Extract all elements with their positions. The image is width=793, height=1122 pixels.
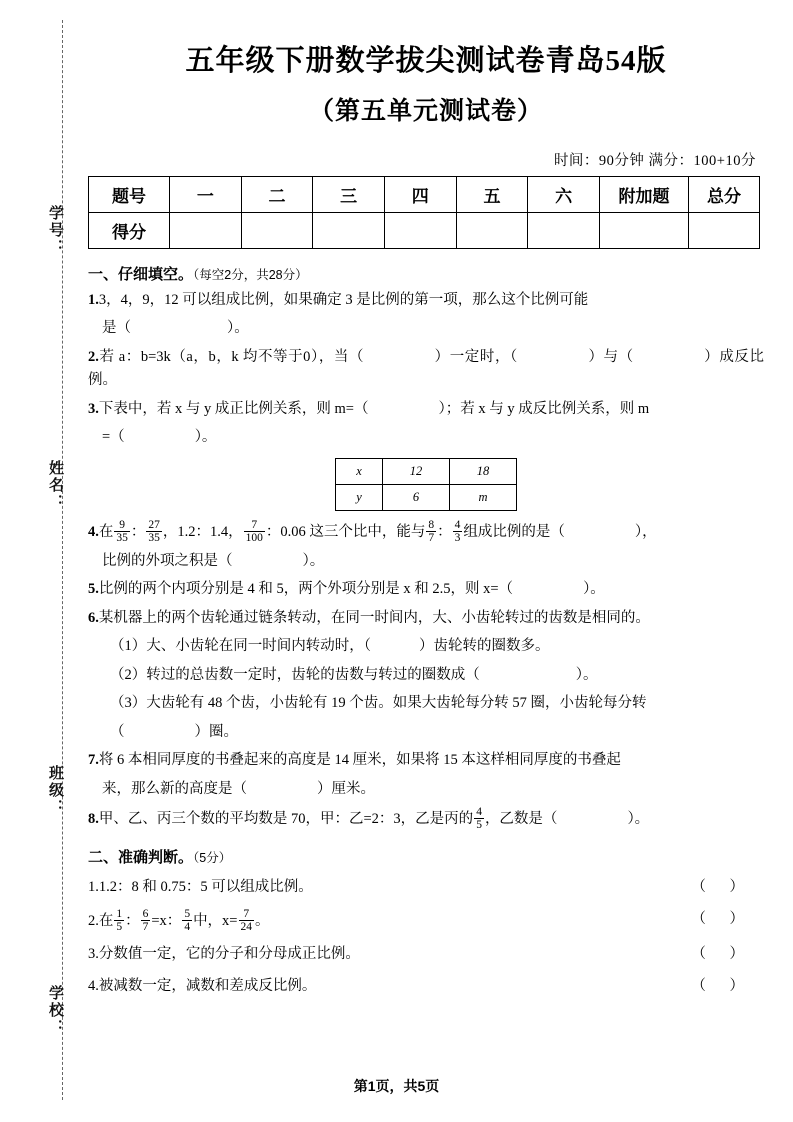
question-2-text-a: 若 a：b=3k（a，b，k 均不等于0），当（ bbox=[98, 348, 365, 365]
judge-2-answer-box[interactable]: （ ） bbox=[691, 911, 754, 928]
question-6-sub-2-a: （2）转过的总齿数一定时，齿轮的齿数与转过的圈数成（ bbox=[110, 666, 480, 683]
judge-4-answer-box[interactable]: （ ） bbox=[691, 978, 754, 995]
score-cell-4[interactable] bbox=[384, 213, 456, 249]
question-4-number: 4. bbox=[88, 524, 99, 541]
question-6-sub-1-b: ）齿轮转的圈数多。 bbox=[419, 638, 550, 655]
judge-3-text: 分数值一定，它的分子和分母成正比例。 bbox=[98, 945, 360, 962]
judge-2-number: 2. bbox=[88, 913, 99, 930]
fraction-5-4: $\frac{5}{4}$ bbox=[184, 908, 191, 934]
score-cell-2[interactable] bbox=[241, 213, 313, 249]
question-5-text-a: 比例的两个内项分别是 4 和 5，两个外项分别是 x 和 2.5，则 x=（ bbox=[98, 581, 514, 598]
question-4-tail: ：0.06 这三个比中，能与 bbox=[265, 524, 426, 541]
score-col-2: 二 bbox=[241, 177, 313, 213]
table-row-header bbox=[89, 177, 760, 213]
question-6-sub-3-a: （3）大齿轮有 48 个齿，小齿轮有 19 个齿。如果大齿轮每分转 57 圈，小齿轮每分转 bbox=[110, 695, 647, 712]
judge-2-mid1: ： bbox=[125, 913, 140, 930]
fraction-7-24: $\frac{7}{24}$ bbox=[240, 908, 252, 934]
score-cell-extra[interactable] bbox=[600, 213, 689, 249]
question-1-line2 bbox=[102, 317, 764, 340]
question-5 bbox=[88, 578, 764, 601]
question-8-text-b: ，乙数是（ bbox=[484, 811, 558, 828]
score-cell-6[interactable] bbox=[528, 213, 600, 249]
question-2-text-d: ）成反比例。 bbox=[88, 348, 764, 389]
question-3-text-c: =（ bbox=[102, 429, 125, 446]
table-row-score bbox=[89, 213, 760, 249]
question-6-sub-2 bbox=[110, 664, 764, 687]
table-row bbox=[336, 458, 517, 484]
fraction-8-7: $\frac{8}{7}$ bbox=[428, 518, 435, 545]
score-col-1: 一 bbox=[170, 177, 242, 213]
judge-question-3 bbox=[88, 943, 764, 966]
question-6-sub-1 bbox=[110, 635, 764, 658]
xy-value-table bbox=[335, 458, 517, 511]
score-cell-1[interactable] bbox=[170, 213, 242, 249]
question-2-text-b: ）一定时，（ bbox=[434, 348, 518, 365]
judge-3-number: 3. bbox=[88, 945, 99, 962]
score-table-row-label-2: 得分 bbox=[89, 213, 170, 249]
section-heading-fill bbox=[88, 263, 764, 284]
side-label-school: 学校： bbox=[47, 985, 64, 1036]
score-table bbox=[88, 176, 760, 249]
section-1-title: 一、仔细填空。 bbox=[88, 266, 194, 283]
question-3-number: 3. bbox=[88, 400, 99, 417]
question-2 bbox=[88, 346, 764, 393]
side-label-group bbox=[40, 30, 66, 1090]
section-heading-judge bbox=[88, 846, 764, 867]
score-col-6: 六 bbox=[528, 177, 600, 213]
judge-1-text: 1.2：8 和 0.75：5 可以组成比例。 bbox=[98, 878, 313, 895]
judge-1-number: 1. bbox=[88, 878, 99, 895]
question-6-sub-3-c: ）圈。 bbox=[194, 723, 238, 740]
question-7-number: 7. bbox=[88, 752, 99, 769]
score-col-total: 总分 bbox=[689, 177, 760, 213]
question-6-sub-3 bbox=[110, 692, 764, 715]
question-8 bbox=[88, 806, 764, 832]
judge-2-pre: 在 bbox=[98, 913, 114, 930]
xy-cell-y-2: m bbox=[450, 484, 517, 510]
score-col-3: 三 bbox=[313, 177, 385, 213]
question-1-text: 3，4，9，12 可以组成比例，如果确定 3 是比例的第一项，那么这个比例可能 bbox=[98, 292, 589, 308]
xy-cell-x-2: 18 bbox=[450, 458, 517, 484]
side-label-class: 班级： bbox=[47, 765, 64, 816]
question-6-sub-1-a: （1）大、小齿轮在同一时间内转动时，（ bbox=[110, 638, 371, 655]
xy-cell-x-label: x bbox=[336, 458, 383, 484]
page-footer: 第1页，共5页 bbox=[353, 1078, 440, 1094]
question-1-text-b: 是（ bbox=[102, 320, 131, 337]
question-6-sub-2-b: ）。 bbox=[575, 666, 598, 683]
question-4-mid: ，1.2：1.4， bbox=[162, 524, 243, 541]
question-6-sub-3-line2 bbox=[110, 721, 764, 744]
fraction-9-35: $\frac{9}{35}$ bbox=[116, 518, 128, 545]
judge-question-2 bbox=[88, 908, 764, 934]
judge-question-4 bbox=[88, 975, 764, 998]
section-2-title: 二、准确判断。 bbox=[88, 848, 194, 866]
question-4-tail2: 组成比例的是（ bbox=[463, 524, 565, 541]
judge-3-answer-box[interactable]: （ ） bbox=[691, 945, 754, 962]
question-1 bbox=[88, 289, 764, 312]
judge-2-mid3: 中，x= bbox=[193, 913, 238, 930]
judge-4-text: 被减数一定，减数和差成反比例。 bbox=[98, 978, 317, 995]
table-row bbox=[336, 484, 517, 510]
section-1-points: （每空2分，共28分） bbox=[193, 268, 308, 282]
question-7-text-a: 将 6 本相同厚度的书叠起来的高度是 14 厘米，如果将 15 本这样相同厚度的书叠起 bbox=[98, 752, 621, 769]
question-1-text-c: ）。 bbox=[227, 320, 249, 337]
question-6-text: 某机器上的两个齿轮通过链条转动，在同一时间内，大、小齿轮转过的齿数是相同的。 bbox=[98, 609, 650, 626]
side-label-name: 姓名： bbox=[47, 460, 64, 511]
question-4-line2 bbox=[102, 550, 764, 573]
question-5-number: 5. bbox=[88, 581, 99, 598]
worksheet-content bbox=[88, 24, 764, 998]
xy-cell-y-label: y bbox=[336, 484, 383, 510]
score-cell-5[interactable] bbox=[456, 213, 528, 249]
question-3 bbox=[88, 398, 764, 421]
judge-2-mid2: =x： bbox=[151, 913, 182, 930]
question-6-number: 6. bbox=[88, 609, 99, 626]
question-7 bbox=[88, 749, 764, 772]
question-5-text-b: ）。 bbox=[583, 581, 605, 598]
score-cell-total[interactable] bbox=[689, 213, 760, 249]
xy-cell-y-1: 6 bbox=[383, 484, 450, 510]
question-4-tail3: ）， bbox=[634, 524, 657, 541]
xy-cell-x-1: 12 bbox=[383, 458, 450, 484]
question-8-text-c: ）。 bbox=[627, 811, 650, 828]
page-title: 五年级下册数学拔尖测试卷青岛54版 bbox=[185, 45, 667, 77]
score-col-4: 四 bbox=[384, 177, 456, 213]
question-2-text-c: ）与（ bbox=[587, 348, 634, 365]
fraction-6-7: $\frac{6}{7}$ bbox=[142, 908, 149, 934]
fraction-27-35: $\frac{27}{35}$ bbox=[148, 518, 160, 545]
question-6-sub-3-b: （ bbox=[110, 723, 125, 740]
question-8-number: 8. bbox=[88, 811, 99, 828]
question-3-text-d: ）。 bbox=[194, 429, 217, 446]
question-7-text-c: ）厘米。 bbox=[317, 780, 375, 797]
side-label-student-id: 学号： bbox=[47, 205, 64, 256]
fraction-1-5: $\frac{1}{5}$ bbox=[116, 908, 123, 934]
section-2-points: （5分） bbox=[193, 850, 232, 865]
question-2-number: 2. bbox=[88, 348, 99, 365]
score-table-row-label: 题号 bbox=[89, 177, 170, 213]
question-7-text-b: 来，那么新的高度是（ bbox=[102, 780, 247, 797]
question-6 bbox=[88, 607, 764, 630]
judge-4-number: 4. bbox=[88, 978, 99, 995]
question-4: 4.在 $\frac{9}{35}$ ： $\frac{27}{35}$ ，1.2：1.4， $\frac{7}{100}$ ：0.06 这三个比中，能与 $\frac{8}{7}$ ： $\frac{4}{3}$ 组成比例的是（ ）， bbox=[88, 518, 657, 545]
question-8-text-a: 甲、乙、丙三个数的平均数是 70，甲：乙=2：3，乙是丙的 bbox=[98, 811, 474, 828]
question-4-lead: 在 bbox=[98, 524, 114, 541]
judge-2-end: 。 bbox=[255, 913, 270, 930]
judge-question-1 bbox=[88, 876, 764, 899]
score-cell-3[interactable] bbox=[313, 213, 385, 249]
question-4-line2-b: ）。 bbox=[302, 552, 325, 569]
fraction-4-3: $\frac{4}{3}$ bbox=[454, 518, 461, 545]
question-7-line2 bbox=[102, 778, 764, 801]
score-col-5: 五 bbox=[456, 177, 528, 213]
judge-1-answer-box[interactable]: （ ） bbox=[691, 878, 754, 895]
question-3-line2 bbox=[102, 426, 764, 449]
question-4-line2-a: 比例的外项之积是（ bbox=[102, 552, 233, 569]
question-1-number: 1. bbox=[88, 292, 99, 308]
page-subtitle: （第五单元测试卷） bbox=[308, 98, 543, 125]
fraction-7-100: $\frac{7}{100}$ bbox=[245, 518, 263, 545]
fraction-4-5: $\frac{4}{5}$ bbox=[476, 806, 482, 832]
exam-meta: 时间：90分钟 满分：100+10分 bbox=[553, 153, 756, 169]
question-3-text-b: ）；若 x 与 y 成反比例关系，则 m bbox=[438, 400, 650, 417]
question-3-text-a: 下表中，若 x 与 y 成正比例关系，则 m=（ bbox=[98, 400, 369, 417]
score-col-extra: 附加题 bbox=[600, 177, 689, 213]
